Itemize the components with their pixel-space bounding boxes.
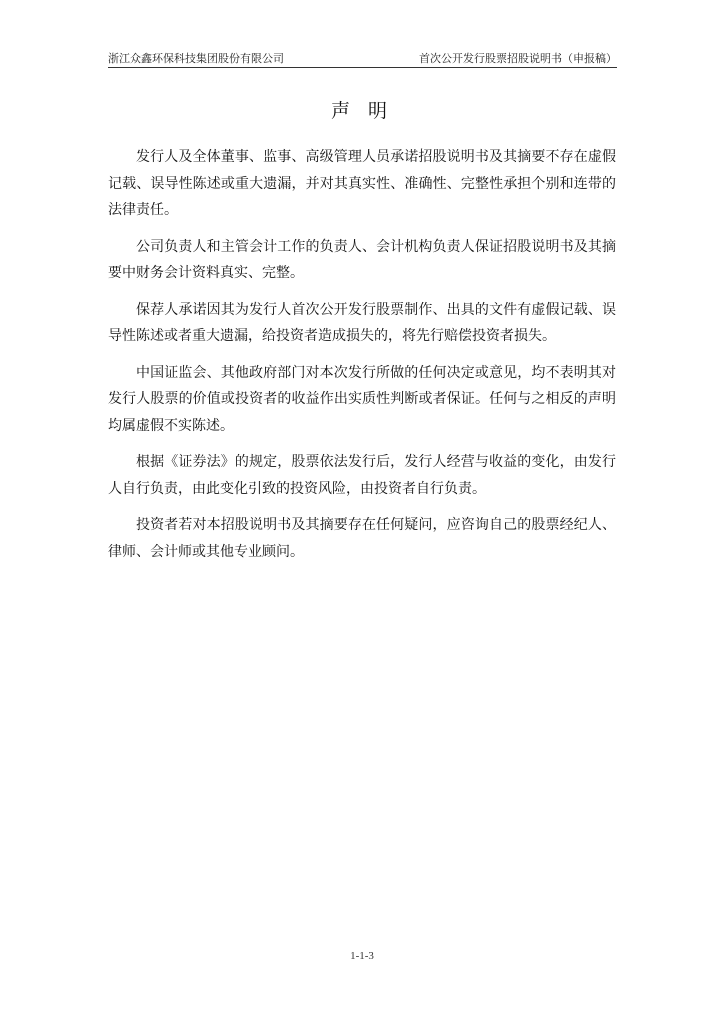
page-number: 1-1-3 xyxy=(350,950,374,962)
declaration-paragraph-1: 发行人及全体董事、监事、高级管理人员承诺招股说明书及其摘要不存在虚假记载、误导性陈述或重大遗漏，并对其真实性、准确性、完整性承担个别和连带的法律责任。 xyxy=(108,149,616,218)
page-title: 声 明 xyxy=(330,100,394,122)
declaration-paragraph-2: 公司负责人和主管会计工作的负责人、会计机构负责人保证招股说明书及其摘要中财务会计资料真实、完整。 xyxy=(108,238,616,281)
header-document-title: 首次公开发行股票招股说明书（申报稿） xyxy=(419,52,617,65)
header-company-name: 浙江众鑫环保科技集团股份有限公司 xyxy=(108,52,284,65)
header-divider xyxy=(108,67,617,68)
page-header xyxy=(108,52,617,68)
declaration-body xyxy=(108,144,616,575)
declaration-paragraph-3: 保荐人承诺因其为发行人首次公开发行股票制作、出具的文件有虚假记载、误导性陈述或者重大遗漏，给投资者造成损失的，将先行赔偿投资者损失。 xyxy=(108,301,616,344)
declaration-paragraph-4: 中国证监会、其他政府部门对本次发行所做的任何决定或意见，均不表明其对发行人股票的价值或投资者的收益作出实质性判断或者保证。任何与之相反的声明均属虚假不实陈述。 xyxy=(108,364,616,434)
declaration-paragraph-5: 根据《证券法》的规定，股票依法发行后，发行人经营与收益的变化，由发行人自行负责，由此变化引致的投资风险，由投资者自行负责。 xyxy=(108,454,616,497)
declaration-paragraph-6: 投资者若对本招股说明书及其摘要存在任何疑问，应咨询自己的股票经纪人、律师、会计师或其他专业顾问。 xyxy=(108,517,616,560)
